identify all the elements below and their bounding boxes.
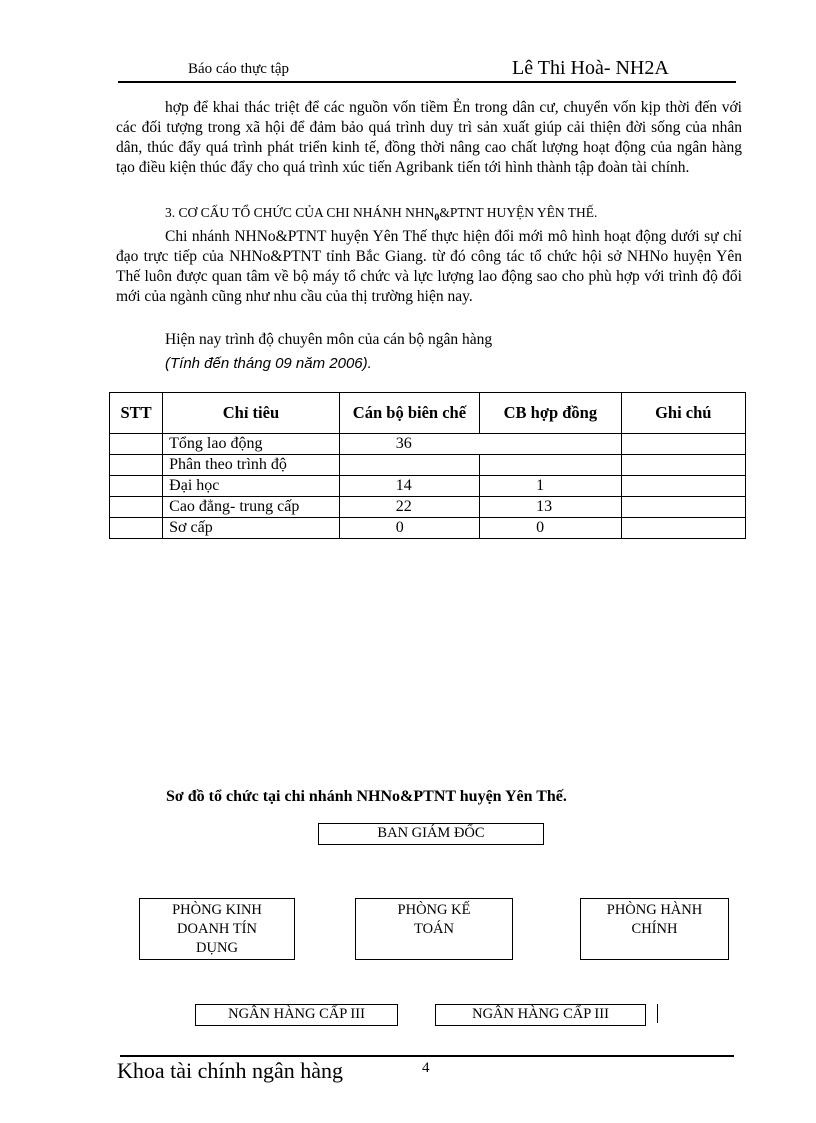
cell-permanent: 0: [339, 518, 479, 539]
table-row: [110, 518, 746, 539]
cell-permanent: [339, 455, 479, 476]
org-box-branch-2: [435, 1004, 646, 1026]
org-box-board-label: BAN GIÁM ĐỐC: [377, 825, 485, 841]
org-box-branch-1-label: NGÂN HÀNG CẤP III: [228, 1006, 365, 1022]
cell-stt: [110, 518, 163, 539]
org-box-board: [318, 823, 544, 845]
table-row: [110, 476, 746, 497]
footer-left: Khoa tài chính ngân hàng: [117, 1058, 344, 1083]
cell-contract: 1: [480, 476, 621, 497]
header-left: Báo cáo thực tập: [188, 61, 290, 77]
cell-stt: [110, 455, 163, 476]
col-header-contract: CB hợp đồng: [480, 393, 621, 434]
intro-line: Hiện nay trình độ chuyên môn của cán bộ ngân hàng: [165, 331, 493, 348]
col-header-criteria: Chỉ tiêu: [163, 393, 340, 434]
cell-note: [621, 476, 745, 497]
cell-contract: 0: [480, 518, 621, 539]
col-header-stt: STT: [110, 393, 163, 434]
cell-permanent: 22: [339, 497, 479, 518]
org-box-branch-2-label: NGÂN HÀNG CẤP III: [472, 1006, 609, 1022]
section-3-suffix: &PTNT HUYỆN YÊN THẾ.: [439, 205, 598, 220]
cell-criteria: Sơ cấp: [163, 518, 340, 539]
cell-note: [621, 455, 745, 476]
date-note: (Tính đến tháng 09 năm 2006).: [165, 355, 372, 372]
page-number: 4: [422, 1060, 430, 1076]
section-3-prefix: 3. CƠ CẤU TỔ CHỨC CỦA CHI NHÁNH NHN: [165, 205, 435, 220]
cell-criteria: Phân theo trình độ: [163, 455, 340, 476]
paragraph-2: [116, 227, 742, 307]
paragraph-1: [116, 98, 742, 178]
org-box-credit-label: PHÒNG KINH DOANH TÍN DỤNG: [172, 902, 262, 956]
text-cursor-mark: [657, 1004, 658, 1023]
table-row: [110, 434, 746, 455]
header-divider: [118, 81, 736, 83]
cell-permanent: 14: [339, 476, 479, 497]
col-header-permanent: Cán bộ biên chế: [339, 393, 479, 434]
cell-stt: [110, 497, 163, 518]
cell-note: [621, 434, 745, 455]
section-3-sub: 0: [434, 212, 440, 224]
cell-stt: [110, 476, 163, 497]
org-box-accounting-label: PHÒNG KẾ TOÁN: [397, 902, 471, 937]
cell-permanent: 36: [339, 434, 479, 455]
table-header-row: [110, 393, 746, 434]
org-box-branch-1: [195, 1004, 398, 1026]
cell-contract: 13: [480, 497, 621, 518]
cell-contract: [480, 434, 621, 455]
cell-criteria: Cao đẳng- trung cấp: [163, 497, 340, 518]
cell-stt: [110, 434, 163, 455]
org-box-admin-label: PHÒNG HÀNH CHÍNH: [606, 902, 703, 937]
org-box-credit: [139, 898, 295, 960]
cell-note: [621, 518, 745, 539]
org-box-accounting: [355, 898, 513, 960]
section-3-heading: [165, 205, 597, 224]
cell-criteria: Đại học: [163, 476, 340, 497]
staff-table: [109, 392, 746, 539]
table-row: [110, 455, 746, 476]
org-box-admin: [580, 898, 729, 960]
footer-divider: [120, 1055, 734, 1057]
cell-contract: [480, 455, 621, 476]
table-row: [110, 497, 746, 518]
org-chart-title: Sơ đồ tổ chức tại chi nhánh NHNo&PTNT huyện Yên Thế.: [166, 788, 567, 805]
paragraph-1-text: hợp để khai thác triệt để các nguồn vốn tiềm Ẻn trong dân cư, chuyển vốn kịp thời đến với các đối tượng trong xã hội để đảm bảo quá trình duy trì sản xuất giúp cải thiện đời sống của nhân dân, thúc đẩy quá trình phát triển kinh tế, đồng thời nâng cao chất lượng hoạt động của ngân hàng tạo điều kiện thúc đẩy cho quá trình xúc tiến Agribank tiến tới hình thành tập đoàn tài chính.: [116, 99, 742, 176]
col-header-note: Ghi chú: [621, 393, 745, 434]
paragraph-2-text: Chi nhánh NHNo&PTNT huyện Yên Thế thực hiện đổi mới mô hình hoạt động dưới sự chỉ đạo trực tiếp của NHNo&PTNT tỉnh Bắc Giang. từ đó công tác tổ chức hội sở NHNo huyện Yên Thế luôn được quan tâm về bộ máy tổ chức và lực lượng lao động sao cho phù hợp với trình độ đổi mới của ngành cũng như nhu cầu của thị trường hiện nay.: [116, 228, 742, 305]
header-right: Lê Thi Hoà- NH2A: [512, 57, 669, 79]
cell-note: [621, 497, 745, 518]
cell-criteria: Tổng lao động: [163, 434, 340, 455]
